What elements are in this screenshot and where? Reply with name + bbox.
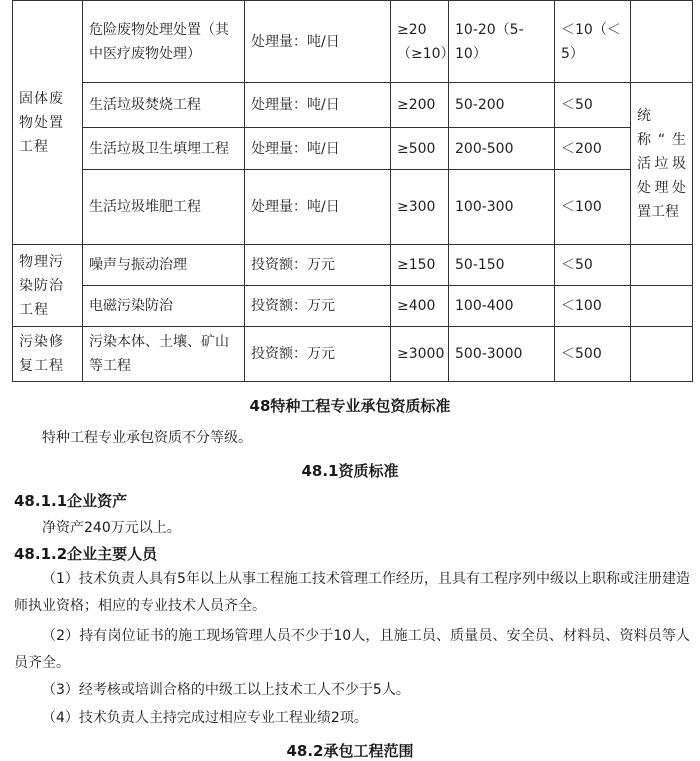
small-scale-cell: ＜100 [555, 286, 631, 327]
table-row [13, 245, 693, 286]
small-scale-cell: ＜10（＜5） [555, 1, 631, 83]
small-scale-cell: ＜50 [555, 245, 631, 286]
category-cell: 污染修复工程 [13, 327, 83, 382]
large-scale-cell: ≥3000 [391, 327, 449, 382]
unit-cell: 投资额：万元 [245, 327, 391, 382]
medium-scale-cell: 50-200 [449, 83, 555, 128]
unit-cell: 处理量：吨/日 [245, 170, 391, 245]
category-cell: 固体废物处置工程 [13, 1, 83, 245]
note-cell [631, 1, 693, 83]
table-row [13, 83, 693, 128]
project-cell: 电磁污染防治 [83, 286, 245, 327]
project-cell: 污染本体、土壤、矿山等工程 [83, 327, 245, 382]
large-scale-cell: ≥400 [391, 286, 449, 327]
table-row [13, 128, 693, 170]
small-scale-cell: ＜500 [555, 327, 631, 382]
unit-cell: 处理量：吨/日 [245, 128, 391, 170]
section-48-2-title: 48.2承包工程范围 [286, 742, 414, 760]
table-row [13, 1, 693, 83]
large-scale-cell: ≥500 [391, 128, 449, 170]
note-cell [631, 286, 693, 327]
medium-scale-cell: 10-20（5-10） [449, 1, 555, 83]
unit-cell: 投资额：万元 [245, 286, 391, 327]
section-48-intro: 特种工程专业承包资质不分等级。 [42, 430, 252, 446]
medium-scale-cell: 50-150 [449, 245, 555, 286]
project-cell: 噪声与振动治理 [83, 245, 245, 286]
table-row [13, 286, 693, 327]
unit-cell: 处理量：吨/日 [245, 1, 391, 83]
medium-scale-cell: 100-300 [449, 170, 555, 245]
project-cell: 生活垃圾焚烧工程 [83, 83, 245, 128]
table-row [13, 170, 693, 245]
medium-scale-cell: 200-500 [449, 128, 555, 170]
medium-scale-cell: 100-400 [449, 286, 555, 327]
section-48-1-title: 48.1资质标准 [301, 462, 399, 480]
small-scale-cell: ＜100 [555, 170, 631, 245]
staff-requirement-1: （1）技术负责人具有5年以上从事工程施工技术管理工作经历，且具有工程序列中级以上职称或注册建造师执业资格；相应的专业技术人员齐全。 [14, 571, 690, 614]
staff-requirement-2: （2）持有岗位证书的施工现场管理人员不少于10人，且施工员、质量员、安全员、材料员、资料员等人员齐全。 [14, 628, 690, 671]
table-row [13, 327, 693, 382]
unit-cell: 投资额：万元 [245, 245, 391, 286]
asset-heading: 48.1.1企业资产 [14, 492, 128, 510]
category-cell: 物理污染防治工程 [13, 245, 83, 327]
staff-requirement-3: （3）经考核或培训合格的中级工以上技术工人不少于5人。 [42, 682, 410, 698]
small-scale-cell: ＜200 [555, 128, 631, 170]
medium-scale-cell: 500-3000 [449, 327, 555, 382]
large-scale-cell: ≥200 [391, 83, 449, 128]
project-cell: 生活垃圾堆肥工程 [83, 170, 245, 245]
note-cell [631, 245, 693, 286]
project-cell: 生活垃圾卫生填埋工程 [83, 128, 245, 170]
large-scale-cell: ≥150 [391, 245, 449, 286]
staff-heading: 48.1.2企业主要人员 [14, 545, 158, 563]
note-cell [631, 327, 693, 382]
asset-text: 净资产240万元以上。 [42, 520, 181, 536]
small-scale-cell: ＜50 [555, 83, 631, 128]
staff-requirement-4: （4）技术负责人主持完成过相应专业工程业绩2项。 [42, 710, 368, 726]
section-48-title: 48特种工程专业承包资质标准 [249, 397, 451, 415]
qualification-scale-table [12, 0, 693, 382]
large-scale-cell: ≥20（≥10） [391, 1, 449, 83]
large-scale-cell: ≥300 [391, 170, 449, 245]
project-cell: 危险废物处理处置（其中医疗废物处理） [83, 1, 245, 83]
note-cell: 统称“生活垃圾处理处置工程 [631, 83, 693, 245]
unit-cell: 处理量：吨/日 [245, 83, 391, 128]
